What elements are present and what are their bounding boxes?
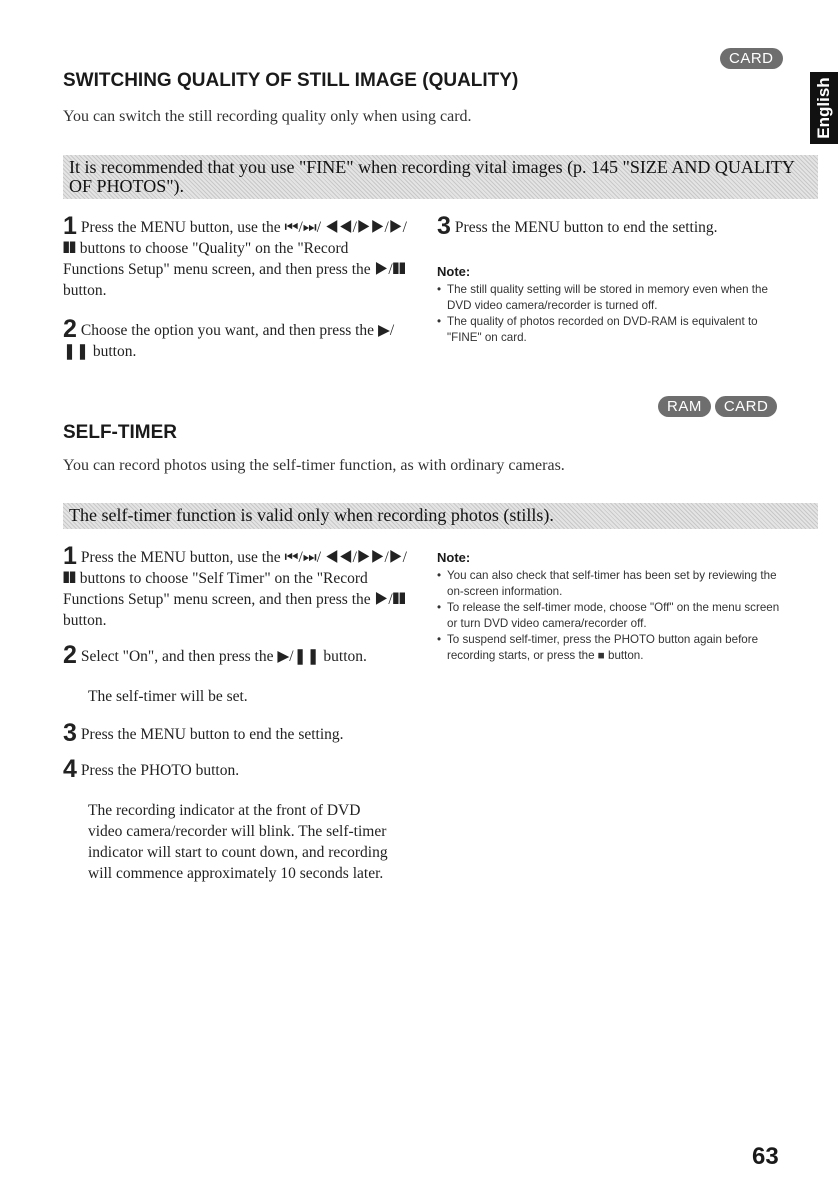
step-3 [63, 719, 413, 747]
ram-badge: RAM [658, 396, 711, 417]
step-4 [63, 755, 413, 783]
step-number: 3 [63, 719, 77, 747]
language-tab-label: English [814, 77, 833, 139]
language-tab [810, 72, 838, 144]
step-2 [63, 641, 413, 669]
note-item: • You can also check that self-timer has been set by reviewing the on-screen information. [437, 568, 787, 600]
card-badge: CARD [715, 396, 778, 417]
recommendation-banner: It is recommended that you use "FINE" when recording vital images (p. 145 "SIZE AND QUALITY OF PHOTOS"). [63, 155, 818, 199]
page-number: 63 [752, 1143, 779, 1170]
step-text: Select "On", and then press the ▶/❚❚ button. [80, 648, 367, 665]
section-intro-quality: You can switch the still recording quality only when using card. [63, 108, 472, 125]
step-number: 3 [437, 212, 451, 240]
note-item: • To release the self-timer mode, choose "Off" on the menu screen or turn DVD video camera/recorder off. [437, 600, 787, 632]
step-text: Press the MENU button, use the ⏮/⏭/ ◀◀/▶▶/▶/❚❚ buttons to choose "Quality" on the "Record Functions Setup" menu screen, and then press the ▶/❚❚ button. [63, 219, 407, 299]
media-badges [658, 396, 777, 417]
step-1 [63, 212, 413, 301]
step-number: 2 [63, 641, 77, 669]
step-text: Press the MENU button to end the setting. [80, 726, 344, 743]
section-title-self-timer: SELF-TIMER [63, 422, 177, 443]
step-2 [63, 315, 413, 362]
note-item: • To suspend self-timer, press the PHOTO button again before recording starts, or press the ■ button. [437, 632, 787, 664]
step-text: Press the PHOTO button. [80, 762, 240, 779]
step-text: Choose the option you want, and then press the ▶/❚❚ button. [63, 322, 395, 360]
section-title-quality: SWITCHING QUALITY OF STILL IMAGE (QUALITY) [63, 70, 519, 91]
note-item: • The still quality setting will be stored in memory even when the DVD video camera/recorder is turned off. [437, 282, 782, 314]
note-box-quality [437, 264, 782, 346]
step-number: 2 [63, 315, 77, 343]
step-number: 1 [63, 212, 77, 240]
step-number: 1 [63, 542, 77, 570]
note-item: • The quality of photos recorded on DVD-RAM is equivalent to "FINE" on card. [437, 314, 782, 346]
card-badge-label: CARD [720, 48, 783, 69]
section-intro-self-timer: You can record photos using the self-timer function, as with ordinary cameras. [63, 457, 565, 474]
note-title: Note: [437, 550, 471, 565]
card-badge [720, 48, 783, 69]
self-timer-banner: The self-timer function is valid only when recording photos (stills). [63, 503, 818, 529]
step-3 [437, 212, 787, 240]
note-box-self-timer [437, 550, 787, 664]
step-2-result: The self-timer will be set. [88, 688, 248, 705]
step-number: 4 [63, 755, 77, 783]
step-text: Press the MENU button, use the ⏮/⏭/ ◀◀/▶▶/▶/❚❚ buttons to choose "Self Timer" on the "Record Functions Setup" menu screen, and then press the ▶/❚❚ button. [63, 549, 407, 629]
step-1 [63, 542, 413, 631]
step-4-result: The recording indicator at the front of DVD video camera/recorder will blink. The self-timer indicator will start to count down, and recording will commence approximately 10 seconds later. [88, 802, 388, 882]
step-text: Press the MENU button to end the setting. [454, 219, 718, 236]
note-title: Note: [437, 264, 471, 279]
